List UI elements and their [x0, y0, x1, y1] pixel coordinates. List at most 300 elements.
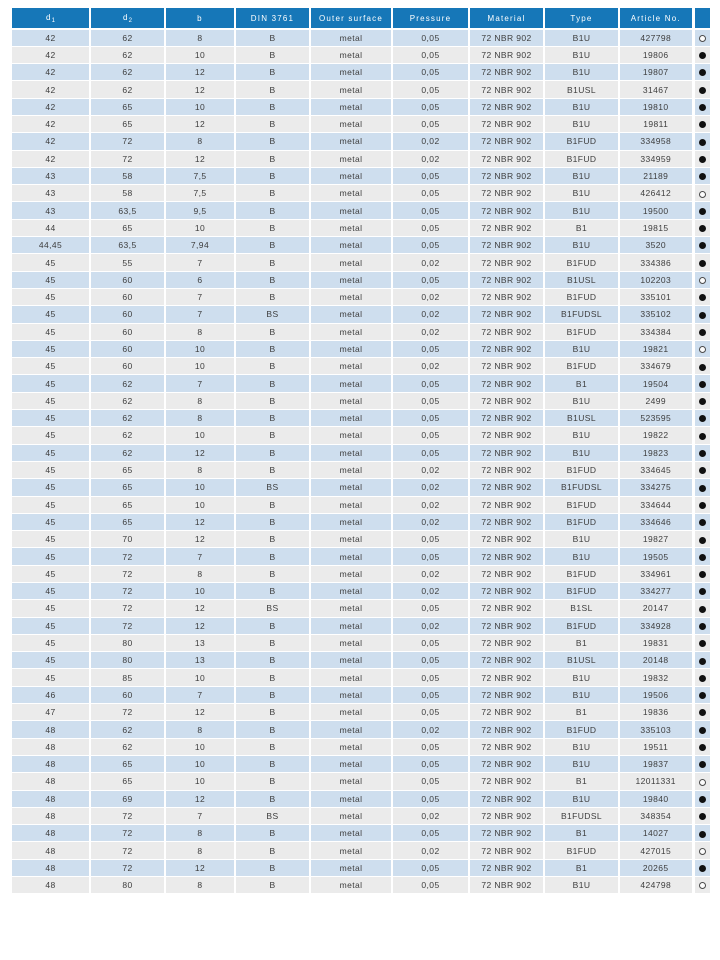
cell-b: 7,5 — [165, 185, 235, 202]
cell-b: 10 — [165, 773, 235, 790]
cell-material: 72 NBR 902 — [469, 237, 544, 254]
filled-circle-icon — [699, 87, 706, 94]
cell-d1: 45 — [12, 288, 90, 305]
cell-pressure: 0,05 — [392, 271, 469, 288]
filled-circle-icon — [699, 52, 706, 59]
availability-cell — [693, 340, 710, 357]
cell-b: 8 — [165, 323, 235, 340]
cell-b: 9,5 — [165, 202, 235, 219]
cell-b: 12 — [165, 444, 235, 461]
filled-circle-icon — [699, 242, 706, 249]
table-row — [12, 496, 710, 513]
cell-pressure: 0,02 — [392, 807, 469, 824]
cell-d1: 45 — [12, 271, 90, 288]
cell-material: 72 NBR 902 — [469, 877, 544, 894]
cell-material: 72 NBR 902 — [469, 29, 544, 46]
cell-d1: 43 — [12, 185, 90, 202]
cell-d2: 62 — [90, 64, 165, 81]
cell-d1: 45 — [12, 444, 90, 461]
cell-pressure: 0,05 — [392, 755, 469, 772]
cell-d2: 60 — [90, 271, 165, 288]
filled-circle-icon — [699, 519, 706, 526]
cell-type: B1 — [544, 704, 619, 721]
cell-type: B1U — [544, 669, 619, 686]
cell-outer-surface: metal — [310, 133, 392, 150]
cell-b: 10 — [165, 583, 235, 600]
cell-material: 72 NBR 902 — [469, 496, 544, 513]
cell-type: B1 — [544, 859, 619, 876]
cell-pressure: 0,05 — [392, 340, 469, 357]
cell-din-3761: B — [235, 825, 310, 842]
cell-material: 72 NBR 902 — [469, 669, 544, 686]
cell-b: 10 — [165, 479, 235, 496]
cell-material: 72 NBR 902 — [469, 375, 544, 392]
cell-din-3761: B — [235, 859, 310, 876]
cell-d2: 85 — [90, 669, 165, 686]
table-row — [12, 652, 710, 669]
filled-circle-icon — [699, 173, 706, 180]
cell-pressure: 0,05 — [392, 46, 469, 63]
availability-cell — [693, 669, 710, 686]
cell-type: B1U — [544, 686, 619, 703]
cell-type: B1FUD — [544, 496, 619, 513]
cell-d2: 72 — [90, 807, 165, 824]
cell-pressure: 0,05 — [392, 115, 469, 132]
table-row — [12, 600, 710, 617]
cell-type: B1FUD — [544, 617, 619, 634]
cell-type: B1FUD — [544, 583, 619, 600]
cell-d2: 65 — [90, 479, 165, 496]
cell-din-3761: B — [235, 340, 310, 357]
availability-cell — [693, 46, 710, 63]
cell-outer-surface: metal — [310, 583, 392, 600]
cell-b: 8 — [165, 133, 235, 150]
filled-circle-icon — [699, 727, 706, 734]
availability-cell — [693, 583, 710, 600]
cell-din-3761: B — [235, 81, 310, 98]
cell-din-3761: B — [235, 721, 310, 738]
cell-type: B1FUDSL — [544, 807, 619, 824]
cell-din-3761: B — [235, 202, 310, 219]
cell-material: 72 NBR 902 — [469, 444, 544, 461]
availability-cell — [693, 773, 710, 790]
cell-outer-surface: metal — [310, 392, 392, 409]
cell-article-no: 3520 — [619, 237, 693, 254]
filled-circle-icon — [699, 121, 706, 128]
cell-material: 72 NBR 902 — [469, 98, 544, 115]
open-circle-icon — [699, 346, 706, 353]
cell-material: 72 NBR 902 — [469, 565, 544, 582]
cell-din-3761: B — [235, 669, 310, 686]
cell-d1: 43 — [12, 202, 90, 219]
cell-outer-surface: metal — [310, 375, 392, 392]
cell-b: 13 — [165, 634, 235, 651]
filled-circle-icon — [699, 381, 706, 388]
cell-b: 7 — [165, 807, 235, 824]
filled-circle-icon — [699, 398, 706, 405]
table-row — [12, 375, 710, 392]
cell-type: B1U — [544, 531, 619, 548]
cell-type: B1U — [544, 29, 619, 46]
cell-d1: 45 — [12, 669, 90, 686]
table-row — [12, 444, 710, 461]
cell-article-no: 348354 — [619, 807, 693, 824]
cell-outer-surface: metal — [310, 565, 392, 582]
cell-material: 72 NBR 902 — [469, 323, 544, 340]
cell-d2: 69 — [90, 790, 165, 807]
cell-pressure: 0,05 — [392, 600, 469, 617]
availability-cell — [693, 842, 710, 859]
seal-catalog-table — [12, 8, 710, 894]
table-body — [12, 29, 710, 894]
filled-circle-icon — [699, 571, 706, 578]
cell-b: 10 — [165, 669, 235, 686]
cell-pressure: 0,05 — [392, 704, 469, 721]
cell-d1: 42 — [12, 29, 90, 46]
cell-b: 10 — [165, 219, 235, 236]
cell-d2: 80 — [90, 877, 165, 894]
cell-b: 12 — [165, 859, 235, 876]
availability-cell — [693, 98, 710, 115]
cell-article-no: 335103 — [619, 721, 693, 738]
cell-d1: 42 — [12, 64, 90, 81]
cell-d2: 72 — [90, 704, 165, 721]
cell-type: B1U — [544, 755, 619, 772]
column-header-type: Type — [544, 8, 619, 29]
cell-din-3761: B — [235, 496, 310, 513]
cell-outer-surface: metal — [310, 323, 392, 340]
table-row — [12, 513, 710, 530]
cell-article-no: 21189 — [619, 167, 693, 184]
cell-d1: 48 — [12, 755, 90, 772]
availability-cell — [693, 133, 710, 150]
availability-cell — [693, 323, 710, 340]
cell-type: B1USL — [544, 81, 619, 98]
cell-type: B1FUD — [544, 461, 619, 478]
cell-outer-surface: metal — [310, 115, 392, 132]
cell-material: 72 NBR 902 — [469, 288, 544, 305]
cell-type: B1 — [544, 375, 619, 392]
cell-outer-surface: metal — [310, 755, 392, 772]
filled-circle-icon — [699, 260, 706, 267]
cell-din-3761: B — [235, 548, 310, 565]
cell-pressure: 0,05 — [392, 634, 469, 651]
cell-d2: 65 — [90, 461, 165, 478]
table-row — [12, 842, 710, 859]
cell-din-3761: B — [235, 98, 310, 115]
cell-d2: 70 — [90, 531, 165, 548]
cell-material: 72 NBR 902 — [469, 219, 544, 236]
column-header-din-3761: DIN 3761 — [235, 8, 310, 29]
availability-cell — [693, 755, 710, 772]
cell-article-no: 19505 — [619, 548, 693, 565]
cell-d2: 72 — [90, 133, 165, 150]
cell-d2: 72 — [90, 583, 165, 600]
cell-outer-surface: metal — [310, 444, 392, 461]
open-circle-icon — [699, 779, 706, 786]
cell-d1: 45 — [12, 392, 90, 409]
cell-article-no: 334959 — [619, 150, 693, 167]
cell-article-no: 334386 — [619, 254, 693, 271]
table-row — [12, 721, 710, 738]
table-row — [12, 358, 710, 375]
cell-d2: 65 — [90, 98, 165, 115]
column-header-d2: $d_2$ — [90, 8, 165, 29]
cell-type: B1 — [544, 825, 619, 842]
header-row — [12, 8, 710, 29]
cell-din-3761: B — [235, 652, 310, 669]
cell-outer-surface: metal — [310, 64, 392, 81]
availability-cell — [693, 859, 710, 876]
cell-article-no: 102203 — [619, 271, 693, 288]
cell-d2: 72 — [90, 548, 165, 565]
cell-pressure: 0,05 — [392, 669, 469, 686]
cell-din-3761: B — [235, 237, 310, 254]
cell-type: B1FUDSL — [544, 306, 619, 323]
cell-d1: 45 — [12, 600, 90, 617]
cell-d1: 45 — [12, 617, 90, 634]
cell-pressure: 0,05 — [392, 548, 469, 565]
cell-din-3761: B — [235, 219, 310, 236]
cell-d1: 48 — [12, 825, 90, 842]
table-row — [12, 738, 710, 755]
cell-article-no: 334961 — [619, 565, 693, 582]
cell-article-no: 19806 — [619, 46, 693, 63]
cell-din-3761: B — [235, 513, 310, 530]
availability-cell — [693, 652, 710, 669]
cell-outer-surface: metal — [310, 254, 392, 271]
table-row — [12, 202, 710, 219]
cell-pressure: 0,05 — [392, 427, 469, 444]
filled-circle-icon — [699, 709, 706, 716]
cell-d1: 42 — [12, 81, 90, 98]
cell-article-no: 334275 — [619, 479, 693, 496]
cell-d1: 42 — [12, 150, 90, 167]
cell-d1: 45 — [12, 254, 90, 271]
cell-type: B1 — [544, 219, 619, 236]
cell-outer-surface: metal — [310, 340, 392, 357]
availability-cell — [693, 461, 710, 478]
cell-article-no: 19821 — [619, 340, 693, 357]
table-row — [12, 29, 710, 46]
cell-b: 8 — [165, 825, 235, 842]
cell-type: B1U — [544, 340, 619, 357]
cell-d1: 43 — [12, 167, 90, 184]
cell-d1: 45 — [12, 634, 90, 651]
cell-d1: 45 — [12, 479, 90, 496]
table-row — [12, 185, 710, 202]
filled-circle-icon — [699, 658, 706, 665]
availability-cell — [693, 29, 710, 46]
cell-material: 72 NBR 902 — [469, 686, 544, 703]
cell-material: 72 NBR 902 — [469, 583, 544, 600]
cell-article-no: 19500 — [619, 202, 693, 219]
cell-outer-surface: metal — [310, 288, 392, 305]
cell-outer-surface: metal — [310, 721, 392, 738]
cell-d2: 65 — [90, 773, 165, 790]
cell-pressure: 0,05 — [392, 825, 469, 842]
table-row — [12, 271, 710, 288]
cell-outer-surface: metal — [310, 167, 392, 184]
cell-type: B1 — [544, 634, 619, 651]
cell-article-no: 334646 — [619, 513, 693, 530]
cell-material: 72 NBR 902 — [469, 46, 544, 63]
availability-cell — [693, 825, 710, 842]
cell-d2: 72 — [90, 600, 165, 617]
cell-d2: 65 — [90, 219, 165, 236]
filled-circle-icon — [699, 450, 706, 457]
cell-din-3761: B — [235, 185, 310, 202]
table-row — [12, 479, 710, 496]
cell-article-no: 19811 — [619, 115, 693, 132]
cell-outer-surface: metal — [310, 669, 392, 686]
cell-type: B1USL — [544, 652, 619, 669]
cell-type: B1FUD — [544, 323, 619, 340]
cell-d1: 48 — [12, 877, 90, 894]
cell-pressure: 0,05 — [392, 859, 469, 876]
availability-cell — [693, 81, 710, 98]
cell-type: B1U — [544, 427, 619, 444]
filled-circle-icon — [699, 831, 706, 838]
cell-article-no: 2499 — [619, 392, 693, 409]
cell-d2: 60 — [90, 686, 165, 703]
cell-article-no: 334645 — [619, 461, 693, 478]
table-row — [12, 288, 710, 305]
cell-article-no: 427798 — [619, 29, 693, 46]
availability-cell — [693, 444, 710, 461]
table-row — [12, 427, 710, 444]
cell-outer-surface: metal — [310, 773, 392, 790]
cell-outer-surface: metal — [310, 461, 392, 478]
cell-article-no: 20265 — [619, 859, 693, 876]
cell-d1: 45 — [12, 358, 90, 375]
cell-pressure: 0,02 — [392, 721, 469, 738]
filled-circle-icon — [699, 502, 706, 509]
availability-cell — [693, 167, 710, 184]
cell-article-no: 424798 — [619, 877, 693, 894]
availability-cell — [693, 479, 710, 496]
cell-din-3761: B — [235, 565, 310, 582]
cell-article-no: 334277 — [619, 583, 693, 600]
cell-type: B1U — [544, 392, 619, 409]
availability-cell — [693, 496, 710, 513]
cell-type: B1FUD — [544, 254, 619, 271]
table-row — [12, 306, 710, 323]
cell-material: 72 NBR 902 — [469, 133, 544, 150]
table-row — [12, 323, 710, 340]
availability-cell — [693, 271, 710, 288]
table-row — [12, 548, 710, 565]
cell-b: 10 — [165, 496, 235, 513]
cell-d2: 65 — [90, 513, 165, 530]
cell-article-no: 426412 — [619, 185, 693, 202]
cell-pressure: 0,05 — [392, 202, 469, 219]
cell-pressure: 0,02 — [392, 254, 469, 271]
cell-material: 72 NBR 902 — [469, 81, 544, 98]
cell-type: B1FUD — [544, 150, 619, 167]
cell-material: 72 NBR 902 — [469, 825, 544, 842]
cell-pressure: 0,05 — [392, 773, 469, 790]
cell-type: B1U — [544, 877, 619, 894]
cell-din-3761: B — [235, 358, 310, 375]
cell-d2: 72 — [90, 825, 165, 842]
cell-outer-surface: metal — [310, 617, 392, 634]
cell-material: 72 NBR 902 — [469, 531, 544, 548]
cell-din-3761: B — [235, 704, 310, 721]
cell-b: 12 — [165, 704, 235, 721]
cell-material: 72 NBR 902 — [469, 358, 544, 375]
cell-outer-surface: metal — [310, 410, 392, 427]
cell-b: 12 — [165, 531, 235, 548]
table-row — [12, 859, 710, 876]
cell-d1: 42 — [12, 98, 90, 115]
cell-outer-surface: metal — [310, 237, 392, 254]
table-row — [12, 807, 710, 824]
cell-material: 72 NBR 902 — [469, 254, 544, 271]
table-row — [12, 219, 710, 236]
cell-type: B1USL — [544, 271, 619, 288]
cell-pressure: 0,02 — [392, 358, 469, 375]
cell-pressure: 0,02 — [392, 461, 469, 478]
column-header-availability — [693, 8, 710, 29]
cell-din-3761: B — [235, 444, 310, 461]
cell-type: B1USL — [544, 410, 619, 427]
cell-d1: 45 — [12, 323, 90, 340]
open-circle-icon — [699, 882, 706, 889]
cell-material: 72 NBR 902 — [469, 513, 544, 530]
cell-material: 72 NBR 902 — [469, 185, 544, 202]
availability-cell — [693, 634, 710, 651]
cell-material: 72 NBR 902 — [469, 340, 544, 357]
cell-outer-surface: metal — [310, 29, 392, 46]
cell-din-3761: B — [235, 686, 310, 703]
cell-d1: 45 — [12, 513, 90, 530]
filled-circle-icon — [699, 104, 706, 111]
cell-type: B1 — [544, 773, 619, 790]
cell-pressure: 0,02 — [392, 479, 469, 496]
cell-material: 72 NBR 902 — [469, 392, 544, 409]
cell-outer-surface: metal — [310, 479, 392, 496]
cell-b: 10 — [165, 46, 235, 63]
cell-article-no: 20148 — [619, 652, 693, 669]
cell-outer-surface: metal — [310, 652, 392, 669]
cell-type: B1U — [544, 444, 619, 461]
cell-article-no: 19511 — [619, 738, 693, 755]
cell-material: 72 NBR 902 — [469, 167, 544, 184]
cell-d2: 72 — [90, 617, 165, 634]
cell-b: 13 — [165, 652, 235, 669]
cell-outer-surface: metal — [310, 81, 392, 98]
availability-cell — [693, 877, 710, 894]
cell-pressure: 0,05 — [392, 738, 469, 755]
availability-cell — [693, 410, 710, 427]
cell-type: B1U — [544, 237, 619, 254]
cell-article-no: 334384 — [619, 323, 693, 340]
availability-cell — [693, 375, 710, 392]
cell-pressure: 0,05 — [392, 790, 469, 807]
availability-cell — [693, 513, 710, 530]
cell-article-no: 12011331 — [619, 773, 693, 790]
cell-d2: 60 — [90, 306, 165, 323]
cell-din-3761: B — [235, 410, 310, 427]
cell-b: 7 — [165, 686, 235, 703]
cell-type: B1FUD — [544, 288, 619, 305]
column-header-d1: $d_1$ — [12, 8, 90, 29]
table-row — [12, 392, 710, 409]
cell-article-no: 19836 — [619, 704, 693, 721]
filled-circle-icon — [699, 554, 706, 561]
cell-material: 72 NBR 902 — [469, 634, 544, 651]
